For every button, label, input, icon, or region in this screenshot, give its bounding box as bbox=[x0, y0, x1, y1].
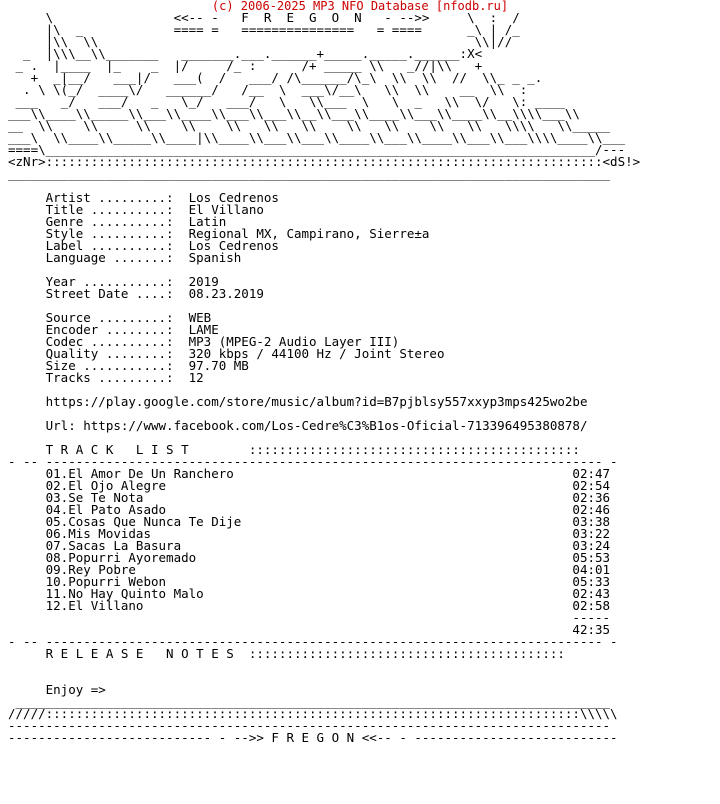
nfo-line: /////:::::::::::::::::::::::::::::::::::::::::::::::::::::::::::::::::::::::\\\\\ bbox=[8, 706, 618, 721]
nfo-line: ___\ \\____\\_____\\____|\\____\\___\\___\\____\\___\\____\\___\\___\\\\____\\___ bbox=[8, 130, 626, 145]
nfo-line: Source .........: WEB bbox=[8, 310, 212, 325]
nfo-line: --------------------------- - -->> F R E G O N <<-- - --------------------------- bbox=[8, 730, 618, 745]
nfo-line: + _|__/ ___|/ ___( / ___/ /\______/\_\ \\ \\ // \\_ _ _. bbox=[8, 70, 543, 85]
nfo-line: ___\\____\\_____\\___\\____\\___\\___\\__\\___\\____\\___\\____\\__\\\\___\\ bbox=[8, 106, 580, 121]
nfo-text-body bbox=[8, 12, 640, 744]
nfo-line: |\ _ ==== = =============== = ==== _\ | /_ bbox=[8, 22, 520, 37]
nfo-line: https://play.google.com/store/music/album?id=B7pjblsy557xxyp3mps425wo2be bbox=[8, 394, 588, 409]
nfo-line: <zNr>::::::::::::::::::::::::::::::::::::::::::::::::::::::::::::::::::::::::::<dS!> bbox=[8, 154, 641, 169]
nfo-line: Language .......: Spanish bbox=[8, 250, 242, 265]
nfo-line: 01.El Amor De Un Ranchero 02:47 bbox=[8, 466, 611, 481]
nfo-line: T R A C K L I S T :::::::::::::::::::::::::::::::::::::::::::: bbox=[8, 442, 580, 457]
nfo-line: _ . |____ |_ _ |/ /_ : /+ _____ \\ _//|\\ + bbox=[8, 58, 483, 73]
nfo-line: __ \\ \\ \\ \\ \\ \\ \\ \\ \\ \\ \\ \\\\ \\_____ bbox=[8, 118, 611, 133]
nfo-line: ________________________________________________________________________________ bbox=[8, 166, 611, 181]
nfo-line: Enjoy => bbox=[8, 682, 106, 697]
nfo-line: - -- -------------------------------------------------------------------------- - bbox=[8, 454, 618, 469]
nfo-line: Artist .........: Los Cedrenos bbox=[8, 190, 279, 205]
nfo-line: 08.Popurri Ayoremado 05:53 bbox=[8, 550, 611, 565]
nfo-line: 11.No Hay Quinto Malo 02:43 bbox=[8, 586, 611, 601]
nfo-line: ====\_________________________________________________________________________/--- bbox=[8, 142, 626, 157]
nfo-line bbox=[8, 660, 640, 672]
nfo-line: 42:35 bbox=[8, 622, 611, 637]
nfo-line: Genre ..........: Latin bbox=[8, 214, 227, 229]
nfo-line: 12.El Villano 02:58 bbox=[8, 598, 611, 613]
nfo-line: _______________________________________________________________________________ bbox=[8, 694, 611, 709]
nfo-line: Codec ..........: MP3 (MPEG-2 Audio Layer III) bbox=[8, 334, 400, 349]
nfo-line: Style ..........: Regional MX, Campirano, Sierre±a bbox=[8, 226, 430, 241]
nfo-line: Tracks .........: 12 bbox=[8, 370, 204, 385]
nfo-line: ----- bbox=[8, 610, 611, 625]
nfo-line: 02.El Ojo Alegre 02:54 bbox=[8, 478, 611, 493]
nfo-line: 03.Se Te Nota 02:36 bbox=[8, 490, 611, 505]
nfo-line: Year ...........: 2019 bbox=[8, 274, 219, 289]
nfo-line: 10.Popurri Webon 05:33 bbox=[8, 574, 611, 589]
nfo-line: Street Date ....: 08.23.2019 bbox=[8, 286, 264, 301]
nfo-line: 07.Sacas La Basura 03:24 bbox=[8, 538, 611, 553]
nfo-line: ___ _/ ___/ _ \_/ ___/ \ \\___ \ \ _ \\ \/ \: ____ bbox=[8, 94, 565, 109]
nfo-line: Size ...........: 97.70 MB bbox=[8, 358, 249, 373]
nfo-line: \ <<-- - F R E G O N - -->> \ : / bbox=[8, 10, 520, 25]
nfo-line: Title ..........: El Villano bbox=[8, 202, 264, 217]
nfo-line: Url: https://www.facebook.com/Los-Cedre%C3%B1os-Oficial-713396495380878/ bbox=[8, 418, 588, 433]
nfo-line: 04.El Pato Asado 02:46 bbox=[8, 502, 611, 517]
nfo-line: Label ..........: Los Cedrenos bbox=[8, 238, 279, 253]
nfo-line: 06.Mis Movidas 03:22 bbox=[8, 526, 611, 541]
nfo-line: R E L E A S E N O T E S :::::::::::::::::::::::::::::::::::::::::: bbox=[8, 646, 565, 661]
nfo-line: 05.Cosas Que Nunca Te Dije 03:38 bbox=[8, 514, 611, 529]
nfo-line: _ |\\\__\\_______ _______.___.______+_____._____.______:X< bbox=[8, 46, 483, 61]
nfo-line: Encoder ........: LAME bbox=[8, 322, 219, 337]
nfo-line: 09.Rey Pobre 04:01 bbox=[8, 562, 611, 577]
nfodb-copyright-title: (c) 2006-2025 MP3 NFO Database [nfodb.ru] bbox=[211, 0, 509, 13]
nfo-line: -------------------------------------------------------------------------------- bbox=[8, 718, 611, 733]
nfo-line: - -- -------------------------------------------------------------------------- - bbox=[8, 634, 618, 649]
nfo-line: Quality ........: 320 kbps / 44100 Hz / Joint Stereo bbox=[8, 346, 445, 361]
nfo-line: |\\ \\ \\|// bbox=[8, 34, 513, 49]
nfo-line: . \ \(_/ ____\/ ______/ /__ \ ___\/__\ \\ \\ __ \\ : bbox=[8, 82, 528, 97]
